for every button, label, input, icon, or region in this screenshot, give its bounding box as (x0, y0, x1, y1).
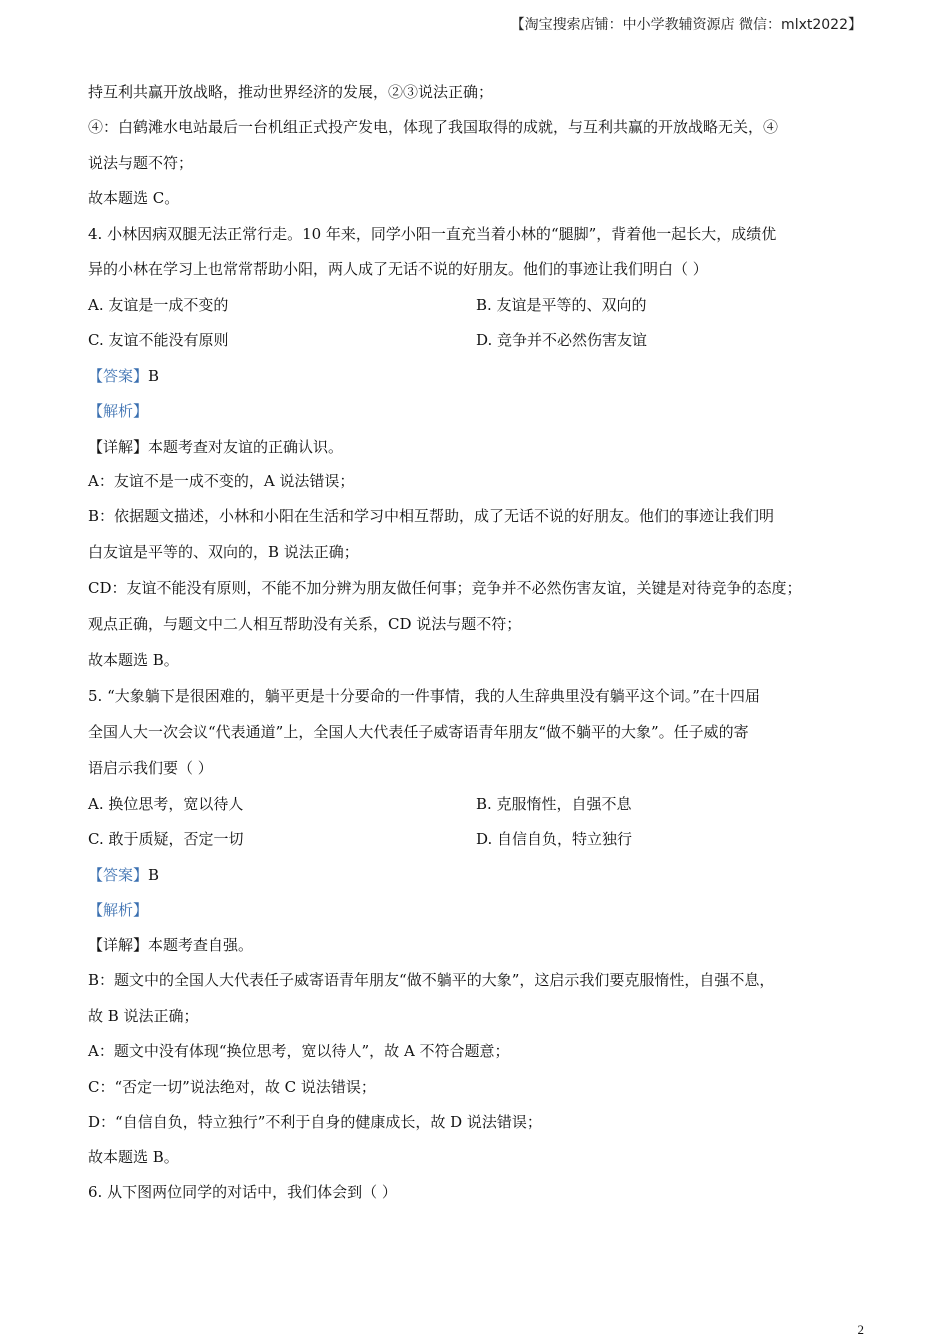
q5-detail: 故 B 说法正确； (88, 1007, 199, 1025)
q4-detail: A：友谊不是一成不变的，A 说法错误； (88, 472, 355, 490)
q4-detail: 【详解】本题考查对友谊的正确认识。 (88, 438, 344, 456)
q4-option-c: C. 友谊不能没有原则 (88, 331, 229, 349)
answer-label: 【答案】 (88, 866, 149, 884)
page-number: 2 (857, 1322, 864, 1337)
q5-detail: 故本题选 B。 (88, 1148, 179, 1166)
answer-value: B (148, 367, 160, 385)
text-line: 故本题选 C。 (88, 189, 180, 207)
text-line: ④：白鹤滩水电站最后一台机组正式投产发电，体现了我国取得的成就，与互利共赢的开放战略无关，④ (88, 118, 779, 136)
question-5-stem: 5. “大象躺下是很困难的，躺平更是十分要命的一件事情，我的人生辞典里没有躺平这个词。”在十四届 (88, 687, 760, 705)
q4-detail: 观点正确，与题文中二人相互帮助没有关系，CD 说法与题不符； (88, 615, 522, 633)
text-line: 说法与题不符； (88, 154, 194, 172)
q4-analysis-label: 【解析】 (88, 402, 149, 420)
answer-value: B (148, 866, 160, 884)
question-4-stem: 异的小林在学习上也常常帮助小阳，两人成了无话不说的好朋友。他们的事迹让我们明白（ ） (88, 260, 708, 278)
answer-label: 【答案】 (88, 367, 149, 385)
q4-detail: CD：友谊不能没有原则，不能不加分辨为朋友做任何事；竞争并不必然伤害友谊，关键是对待竞争的态度； (88, 579, 802, 597)
question-6-stem: 6. 从下图两位同学的对话中，我们体会到（ ） (88, 1183, 397, 1201)
question-5-stem: 全国人大一次会议“代表通道”上，全国人大代表任子威寄语青年朋友“做不躺平的大象”。任子威的寄 (88, 723, 749, 741)
q5-option-b: B. 克服惰性，自强不息 (476, 795, 632, 813)
q5-analysis-label: 【解析】 (88, 901, 149, 919)
q4-option-a: A. 友谊是一成不变的 (88, 296, 229, 314)
q5-option-c: C. 敢于质疑，否定一切 (88, 830, 244, 848)
q5-detail: 【详解】本题考查自强。 (88, 936, 254, 954)
q5-answer (88, 865, 159, 885)
page-header: 【淘宝搜索店铺：中小学教辅资源店 微信：mlxt2022】 (510, 17, 862, 33)
q5-detail: B：题文中的全国人大代表任子威寄语青年朋友“做不躺平的大象”，这启示我们要克服惰性，自强不息， (88, 971, 775, 989)
q5-detail: D：“自信自负，特立独行”不利于自身的健康成长，故 D 说法错误； (88, 1113, 542, 1131)
q4-detail: 白友谊是平等的、双向的，B 说法正确； (88, 543, 359, 561)
q4-detail: B：依据题文描述，小林和小阳在生活和学习中相互帮助，成了无话不说的好朋友。他们的事迹让我们明 (88, 507, 775, 525)
q5-detail: A：题文中没有体现“换位思考，宽以待人”，故 A 不符合题意； (88, 1042, 510, 1060)
question-5-stem: 语启示我们要（ ） (88, 759, 213, 777)
q5-option-d: D. 自信自负，特立独行 (476, 830, 633, 848)
q4-answer (88, 366, 159, 386)
q4-option-b: B. 友谊是平等的、双向的 (476, 296, 647, 314)
q4-option-d: D. 竞争并不必然伤害友谊 (476, 331, 648, 349)
q5-option-a: A. 换位思考，宽以待人 (88, 795, 244, 813)
q5-detail: C：“否定一切”说法绝对，故 C 说法错误； (88, 1078, 376, 1096)
q4-detail: 故本题选 B。 (88, 651, 179, 669)
question-4-stem: 4. 小林因病双腿无法正常行走。10 年来，同学小阳一直充当着小林的“腿脚”，背着他一起长大，成绩优 (88, 225, 777, 243)
text-line: 持互利共赢开放战略，推动世界经济的发展，②③说法正确； (88, 83, 494, 101)
